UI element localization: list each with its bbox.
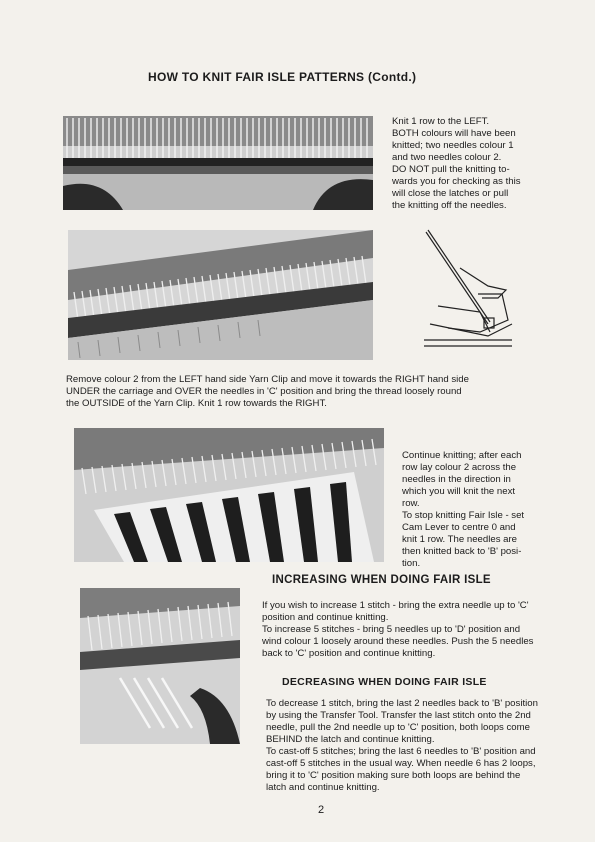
text-line: wards you for checking as this [392, 176, 521, 187]
photo-needle-bed [68, 230, 373, 360]
text-line: Cam Lever to centre 0 and [402, 522, 516, 533]
text-line: To decrease 1 stitch, bring the last 2 needles back to 'B' position [266, 698, 538, 709]
text-line: then knitted back to 'B' posi- [402, 546, 522, 557]
page-title: HOW TO KNIT FAIR ISLE PATTERNS (Contd.) [148, 70, 417, 84]
photo-needles-transfer [80, 588, 240, 744]
step2-text [66, 374, 566, 410]
text-line: which you will knit the next [402, 486, 516, 497]
text-line: back to 'C' position and continue knitting. [262, 648, 436, 659]
text-line: DO NOT pull the knitting to- [392, 164, 510, 175]
text-line: needle, pull the 2nd needle up to 'C' position, both loops come [266, 722, 530, 733]
text-line: position and continue knitting. [262, 612, 389, 623]
text-line: cast-off 5 stitches in the usual way. When needle 6 has 2 loops, [266, 758, 536, 769]
text-line: BOTH colours will have been [392, 128, 516, 139]
text-line: the OUTSIDE of the Yarn Clip. Knit 1 row towards the RIGHT. [66, 398, 327, 409]
text-line: To cast-off 5 stitches; bring the last 6 needles to 'B' position and [266, 746, 536, 757]
text-line: row lay colour 2 across the [402, 462, 517, 473]
photo-fair-isle-knitting [74, 428, 384, 562]
decreasing-text [266, 698, 566, 794]
text-line: Remove colour 2 from the LEFT hand side Yarn Clip and move it towards the RIGHT hand side [66, 374, 469, 385]
step1-text [392, 116, 557, 212]
text-line: To increase 5 stitches - bring 5 needles up to 'D' position and [262, 624, 521, 635]
text-line: Continue knitting; after each [402, 450, 522, 461]
text-line: row. [402, 498, 420, 509]
text-line: knit 1 row. The needles are [402, 534, 518, 545]
increasing-heading: INCREASING WHEN DOING FAIR ISLE [272, 574, 491, 586]
text-line: If you wish to increase 1 stitch - bring the extra needle up to 'C' [262, 600, 529, 611]
text-line: BEHIND the latch and continue knitting. [266, 734, 435, 745]
text-line: wind colour 1 loosely around these needles. Push the 5 needles [262, 636, 534, 647]
text-line: by using the Transfer Tool. Transfer the last stitch onto the 2nd [266, 710, 531, 721]
text-line: will close the latches or pull [392, 188, 509, 199]
text-line: Knit 1 row to the LEFT. [392, 116, 490, 127]
page-number: 2 [318, 804, 325, 816]
text-line: needles in the direction in [402, 474, 511, 485]
text-line: To stop knitting Fair Isle - set [402, 510, 525, 521]
text-line: bring it to 'C' position making sure both loops are behind the [266, 770, 521, 781]
text-line: tion. [402, 558, 421, 569]
text-line: UNDER the carriage and OVER the needles in 'C' position and bring the thread loosely round [66, 386, 462, 397]
decreasing-heading: DECREASING WHEN DOING FAIR ISLE [282, 676, 487, 688]
photo-knit-row-left [63, 116, 373, 210]
increasing-text [262, 600, 562, 660]
text-line: latch and continue knitting. [266, 782, 380, 793]
step3-text [402, 450, 562, 570]
text-line: knitted; two needles colour 1 [392, 140, 514, 151]
text-line: the knitting off the needles. [392, 200, 507, 211]
text-line: and two needles colour 2. [392, 152, 502, 163]
yarn-clip-diagram [418, 228, 518, 352]
